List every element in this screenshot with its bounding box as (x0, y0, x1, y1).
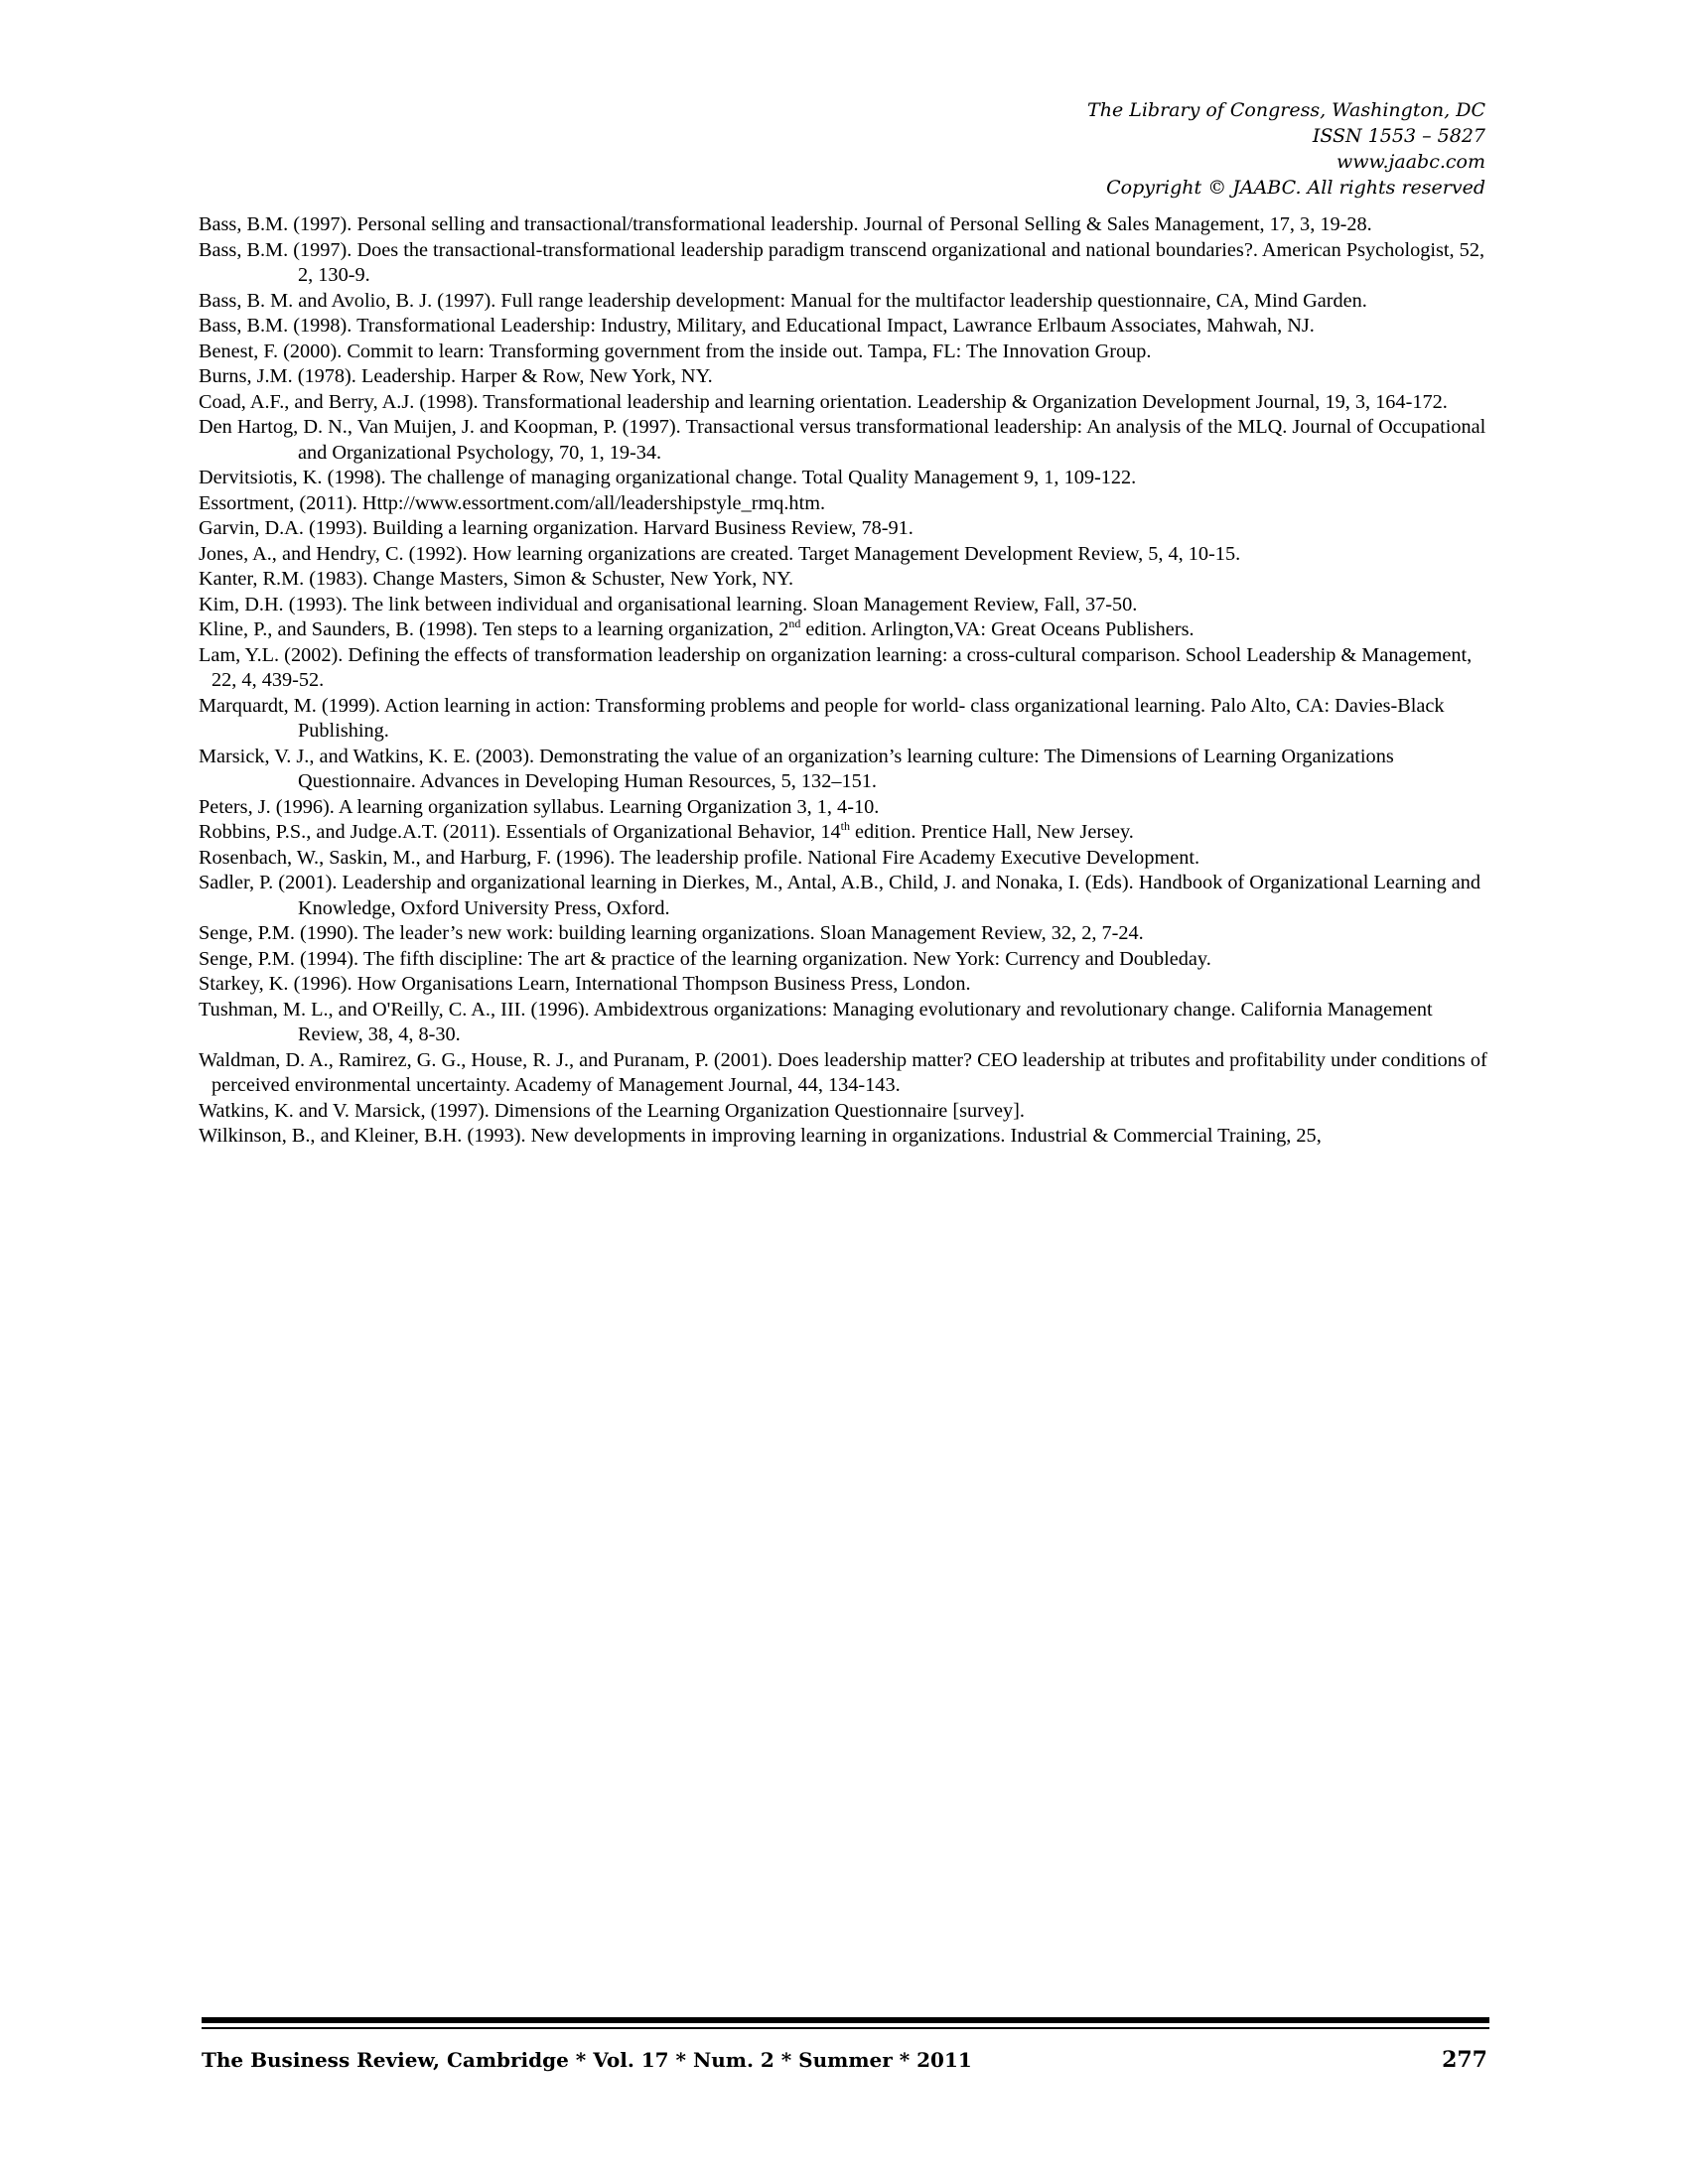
reference-list (199, 212, 1489, 1150)
header-library: The Library of Congress, Washington, DC (1087, 99, 1485, 121)
reference-entry: Marsick, V. J., and Watkins, K. E. (2003). Demonstrating the value of an organization’s learning culture: The Dimensions of Learning Organizations Questionnaire. Advances in Developing Human Resources, 5, 132–151. (199, 745, 1394, 792)
reference-entry: Jones, A., and Hendry, C. (1992). How learning organizations are created. Target Management Development Review, 5, 4, 10-15. (199, 542, 1241, 565)
reference-entry: Sadler, P. (2001). Leadership and organizational learning in Dierkes, M., Antal, A.B., Child, J. and Nonaka, I. (Eds). Handbook of Organizational Learning and Knowledge, Oxford University Press, Oxford. (199, 872, 1481, 919)
reference-entry: Coad, A.F., and Berry, A.J. (1998). Transformational leadership and learning orientation. Leadership & Organization Development Journal, 19, 3, 164-172. (199, 390, 1448, 413)
reference-entry: Tushman, M. L., and O'Reilly, C. A., III. (1996). Ambidextrous organizations: Managing evolutionary and revolutionary change. California Management Review, 38, 4, 8-30. (199, 998, 1433, 1045)
reference-entry: Lam, Y.L. (2002). Defining the effects of transformation leadership on organization learning: a cross-cultural comparison. School Leadership & Management, 22, 4, 439-52. (199, 643, 1473, 691)
reference-entry: Senge, P.M. (1994). The fifth discipline: The art & practice of the learning organization. New York: Currency and Doubleday. (199, 947, 1211, 970)
reference-entry: Bass, B.M. (1997). Does the transactional-transformational leadership paradigm transcend organizational and national boundaries?. American Psychologist, 52, 2, 130-9. (199, 238, 1485, 286)
reference-entry: Peters, J. (1996). A learning organization syllabus. Learning Organization 3, 1, 4-10. (199, 795, 880, 818)
reference-entry: Kanter, R.M. (1983). Change Masters, Simon & Schuster, New York, NY. (199, 568, 794, 590)
reference-entry: Wilkinson, B., and Kleiner, B.H. (1993). New developments in improving learning in organizations. Industrial & Commercial Training, 25, (199, 1125, 1322, 1147)
reference-entry: Bass, B.M. (1998). Transformational Leadership: Industry, Military, and Educational Impact, Lawrance Erlbaum Associates, Mahwah, NJ. (199, 315, 1315, 337)
reference-entry: Kim, D.H. (1993). The link between individual and organisational learning. Sloan Management Review, Fall, 37-50. (199, 593, 1138, 615)
reference-entry: Rosenbach, W., Saskin, M., and Harburg, F. (1996). The leadership profile. National Fire Academy Executive Development. (199, 846, 1200, 869)
reference-entry: Watkins, K. and V. Marsick, (1997). Dimensions of the Learning Organization Questionnaire [survey]. (199, 1099, 1025, 1122)
header-website: www.jaabc.com (1336, 151, 1485, 173)
reference-entry: Garvin, D.A. (1993). Building a learning organization. Harvard Business Review, 78-91. (199, 517, 914, 539)
reference-entry: Marquardt, M. (1999). Action learning in action: Transforming problems and people for world- class organizational learning. Palo Alto, CA: Davies-Black Publishing. (199, 694, 1445, 742)
reference-entry: Essortment, (2011). Http://www.essortment.com/all/leadershipstyle_rmq.htm. (199, 491, 826, 514)
footer-rule-thin (202, 2027, 1489, 2029)
reference-text: edition. Prentice Hall, New Jersey. (849, 821, 1134, 843)
footer-rule-thick (202, 2017, 1489, 2023)
header-copyright: Copyright © JAABC. All rights reserved (1106, 177, 1485, 199)
reference-entry: Den Hartog, D. N., Van Muijen, J. and Koopman, P. (1997). Transactional versus transformational leadership: An analysis of the MLQ. Journal of Occupational and Organizational Psychology, 70, 1, 19-34. (199, 416, 1486, 464)
header-issn: ISSN 1553 – 5827 (1312, 125, 1485, 147)
reference-entry: Bass, B. M. and Avolio, B. J. (1997). Full range leadership development: Manual for the multifactor leadership questionnaire, CA, Mind Garden. (199, 289, 1367, 312)
page-number: 277 (1442, 2047, 1487, 2073)
reference-text: edition. Arlington,VA: Great Oceans Publishers. (800, 618, 1195, 640)
reference-superscript: nd (788, 616, 801, 631)
reference-superscript: th (840, 819, 850, 834)
reference-text: Kline, P., and Saunders, B. (1998). Ten steps to a learning organization, 2 (199, 618, 789, 640)
reference-entry (199, 617, 1489, 643)
journal-header (1087, 97, 1485, 201)
reference-entry: Senge, P.M. (1990). The leader’s new work: building learning organizations. Sloan Management Review, 32, 2, 7-24. (199, 922, 1144, 944)
reference-text: Robbins, P.S., and Judge.A.T. (2011). Essentials of Organizational Behavior, 14 (199, 821, 841, 843)
reference-entry: Bass, B.M. (1997). Personal selling and transactional/transformational leadership. Journal of Personal Selling & Sales Management, 17, 3, 19-28. (199, 213, 1372, 235)
reference-entry: Waldman, D. A., Ramirez, G. G., House, R. J., and Puranam, P. (2001). Does leadership matter? CEO leadership at tributes and profitability under conditions of perceived environmental uncertainty. Academy of Management Journal, 44, 134-143. (199, 1048, 1487, 1096)
reference-entry: Starkey, K. (1996). How Organisations Learn, International Thompson Business Press, London. (199, 973, 971, 995)
footer-journal-info: The Business Review, Cambridge * Vol. 17 * Num. 2 * Summer * 2011 (202, 2048, 972, 2072)
reference-entry: Dervitsiotis, K. (1998). The challenge of managing organizational change. Total Quality Management 9, 1, 109-122. (199, 467, 1137, 488)
reference-entry (199, 820, 1489, 846)
reference-entry: Burns, J.M. (1978). Leadership. Harper & Row, New York, NY. (199, 365, 713, 387)
reference-entry: Benest, F. (2000). Commit to learn: Transforming government from the inside out. Tampa, FL: The Innovation Group. (199, 340, 1152, 362)
